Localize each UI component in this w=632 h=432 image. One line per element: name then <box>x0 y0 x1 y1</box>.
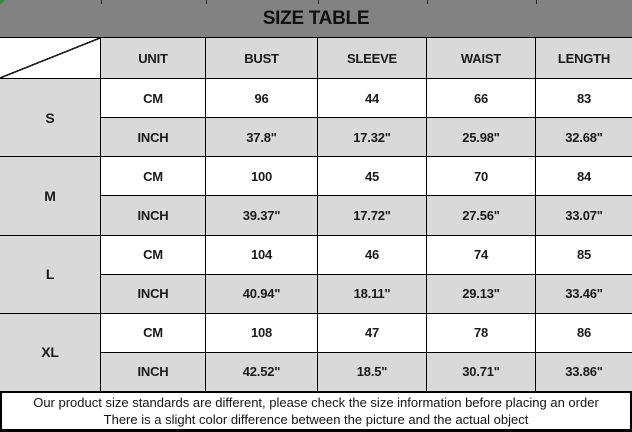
unit-cell: INCH <box>101 353 206 392</box>
value-cell: 47 <box>318 314 427 353</box>
disclaimer-line-2: There is a slight color difference between the picture and the actual object <box>103 412 529 427</box>
size-table-grid <box>0 38 632 392</box>
size-label-xl: XL <box>0 314 101 392</box>
value-cell: 17.32" <box>318 118 427 157</box>
value-cell: 42.52" <box>206 353 318 392</box>
unit-cell: INCH <box>101 275 206 314</box>
value-cell: 18.5" <box>318 353 427 392</box>
value-cell: 40.94" <box>206 275 318 314</box>
cropped-row-border-ticks <box>0 0 632 4</box>
column-header-unit: UNIT <box>101 38 206 79</box>
unit-cell: INCH <box>101 196 206 235</box>
value-cell: 86 <box>536 314 632 353</box>
value-cell: 37.8" <box>206 118 318 157</box>
diagonal-corner-cell <box>0 38 101 79</box>
value-cell: 84 <box>536 157 632 196</box>
value-cell: 17.72" <box>318 196 427 235</box>
column-header-sleeve: SLEEVE <box>318 38 427 79</box>
value-cell: 33.46" <box>536 275 632 314</box>
value-cell: 74 <box>427 236 536 275</box>
value-cell: 70 <box>427 157 536 196</box>
column-header-waist: WAIST <box>427 38 536 79</box>
value-cell: 96 <box>206 79 318 118</box>
value-cell: 27.56" <box>427 196 536 235</box>
value-cell: 46 <box>318 236 427 275</box>
unit-cell: CM <box>101 79 206 118</box>
value-cell: 108 <box>206 314 318 353</box>
column-header-length: LENGTH <box>536 38 632 79</box>
size-label-s: S <box>0 79 101 157</box>
size-label-m: M <box>0 157 101 235</box>
value-cell: 18.11" <box>318 275 427 314</box>
table-title: SIZE TABLE <box>0 0 632 38</box>
value-cell: 78 <box>427 314 536 353</box>
disclaimer-note <box>0 392 632 432</box>
value-cell: 66 <box>427 79 536 118</box>
value-cell: 30.71" <box>427 353 536 392</box>
unit-cell: CM <box>101 314 206 353</box>
value-cell: 44 <box>318 79 427 118</box>
value-cell: 83 <box>536 79 632 118</box>
value-cell: 33.86" <box>536 353 632 392</box>
value-cell: 85 <box>536 236 632 275</box>
value-cell: 45 <box>318 157 427 196</box>
value-cell: 33.07" <box>536 196 632 235</box>
value-cell: 32.68" <box>536 118 632 157</box>
unit-cell: INCH <box>101 118 206 157</box>
value-cell: 104 <box>206 236 318 275</box>
unit-cell: CM <box>101 236 206 275</box>
unit-cell: CM <box>101 157 206 196</box>
value-cell: 25.98" <box>427 118 536 157</box>
column-header-bust: BUST <box>206 38 318 79</box>
value-cell: 29.13" <box>427 275 536 314</box>
size-label-l: L <box>0 236 101 314</box>
value-cell: 39.37" <box>206 196 318 235</box>
value-cell: 100 <box>206 157 318 196</box>
disclaimer-line-1: Our product size standards are different, please check the size information before placing an order <box>33 395 599 410</box>
spreadsheet-corner-marker-icon <box>0 0 5 5</box>
